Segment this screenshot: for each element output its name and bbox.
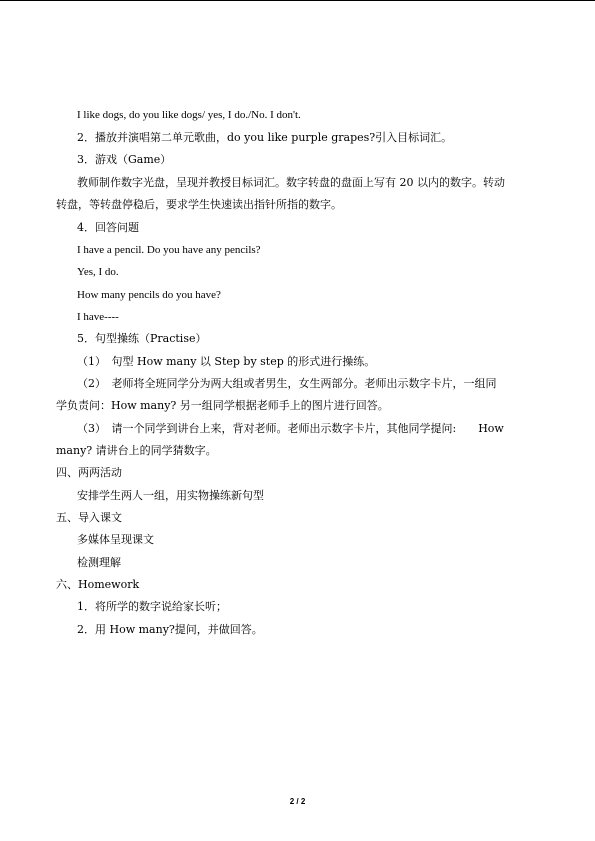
text-line-answer-yes: Yes, I do. [77, 266, 119, 278]
section-heading-homework: 六、Homework [56, 578, 140, 591]
text-line-practise-3b: many? 请讲台上的同学猜数字。 [56, 444, 217, 457]
text-line-answer-i-have: I have---- [77, 311, 119, 323]
text-line-question-how-many: How many pencils do you have? [77, 289, 221, 301]
section-heading-text-intro: 五、导入课文 [56, 511, 122, 524]
text-line-game-heading: 3．游戏（Game） [77, 153, 172, 166]
text-line-game-description-2: 转盘，等转盘停稳后，要求学生快速读出指针所指的数字。 [56, 198, 342, 211]
text-line-song-step: 2．播放并演唱第二单元歌曲，do you like purple grapes?引入目标词汇。 [77, 131, 453, 144]
page-number: 2 / 2 [289, 797, 306, 806]
text-line-homework-2: 2．用 How many?提问，并做回答。 [77, 623, 263, 636]
text-line-practise-3a: （3） 请一个同学到讲台上来，背对老师。老师出示数字卡片，其他同学提问: How [77, 422, 504, 435]
text-line-pair-activity: 安排学生两人一组，用实物操练新句型 [77, 489, 264, 502]
text-line-practise-heading: 5．句型操练（Practise） [77, 332, 207, 345]
text-line-check-understanding: 检测理解 [77, 556, 121, 569]
section-heading-pair-activity: 四、两两活动 [56, 466, 122, 479]
text-line-multimedia: 多媒体呈现课文 [77, 533, 154, 546]
text-line-homework-1: 1．将所学的数字说给家长听； [77, 600, 227, 613]
text-line-practise-1: （1） 句型 How many 以 Step by step 的形式进行操练。 [77, 355, 376, 368]
text-line-practise-2b: 学负责问：How many? 另一组同学根据老师手上的图片进行回答。 [56, 399, 389, 412]
text-line-greeting-dialogue: I like dogs, do you like dogs/ yes, I do./No. I don't. [77, 109, 301, 121]
text-line-question-pencil: I have a pencil. Do you have any pencils? [77, 244, 261, 256]
text-line-practise-2a: （2） 老师将全班同学分为两大组或者男生，女生两部分。老师出示数字卡片，一组同 [77, 377, 497, 390]
text-line-answer-heading: 4．回答问题 [77, 221, 139, 234]
text-line-game-description-1: 教师制作数字光盘，呈现并教授目标词汇。数字转盘的盘面上写有 20 以内的数字。转动 [77, 176, 505, 189]
